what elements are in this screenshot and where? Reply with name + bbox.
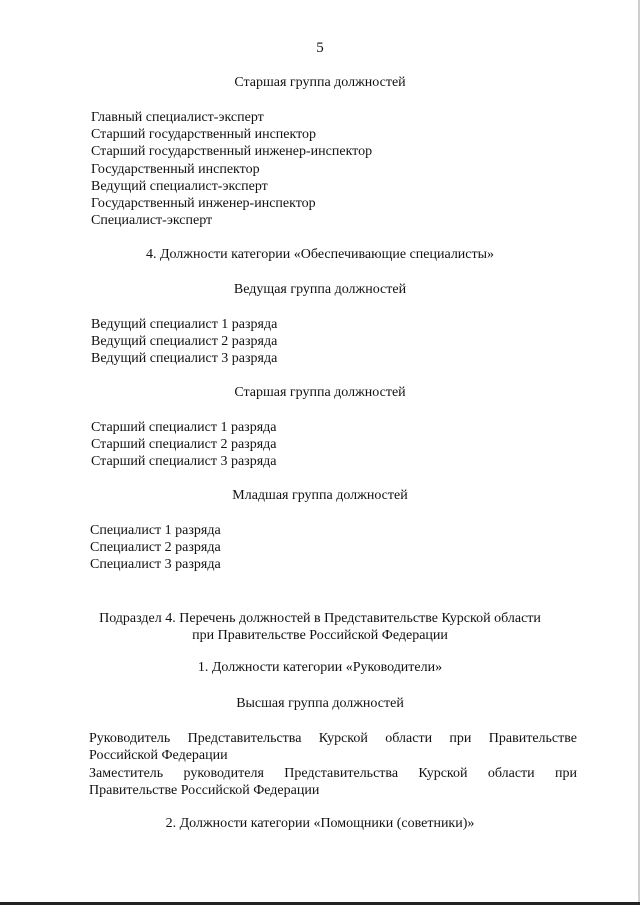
- senior-group-list: [91, 109, 372, 229]
- list-item: Старший специалист 1 разряда: [91, 420, 277, 435]
- senior-group-2-heading: Старшая группа должностей: [234, 385, 406, 400]
- list-item: Главный специалист-эксперт: [91, 110, 264, 125]
- highest-group-heading: Высшая группа должностей: [236, 696, 404, 711]
- list-item: Ведущий специалист-эксперт: [91, 178, 268, 194]
- subsection-title: [0, 610, 640, 644]
- list-item: Старший специалист 2 разряда: [91, 437, 277, 453]
- list-item: Старший государственный инженер-инспектор: [91, 144, 373, 160]
- list-item: Специалист 1 разряда: [90, 523, 221, 538]
- senior-group-2-list: [91, 419, 277, 471]
- subsection-title-line-1: Подраздел 4. Перечень должностей в Представительстве Курской области: [99, 611, 541, 626]
- position-paragraph: Руководитель Представительства Курской области при Правительстве Российской Федерации: [89, 731, 577, 764]
- category-1-heading: 1. Должности категории «Руководители»: [197, 660, 443, 675]
- category-2-heading: 2. Должности категории «Помощники (советники)»: [165, 816, 475, 831]
- list-item: Специалист 2 разряда: [90, 540, 221, 556]
- list-item: Ведущий специалист 2 разряда: [91, 334, 278, 350]
- list-item: Старший государственный инспектор: [91, 127, 317, 143]
- page-number: 5: [316, 40, 324, 56]
- list-item: Специалист-эксперт: [91, 213, 213, 229]
- position-paragraph: Заместитель руководителя Представительства Курской области при Правительстве Российской Федерации: [89, 766, 577, 799]
- junior-group-heading: Младшая группа должностей: [232, 488, 408, 503]
- list-item: Государственный инспектор: [91, 161, 260, 177]
- list-item: Ведущий специалист 3 разряда: [91, 351, 278, 367]
- junior-group-list: [90, 522, 221, 574]
- leading-group-list: [91, 316, 277, 368]
- list-item: Ведущий специалист 1 разряда: [91, 317, 278, 332]
- list-item: Старший специалист 3 разряда: [91, 454, 277, 470]
- category-4-heading: 4. Должности категории «Обеспечивающие специалисты»: [145, 247, 495, 262]
- list-item: Специалист 3 разряда: [90, 557, 221, 573]
- senior-group-heading: Старшая группа должностей: [234, 75, 406, 90]
- leading-group-heading: Ведущая группа должностей: [233, 282, 407, 297]
- subsection-title-line-2: при Правительстве Российской Федерации: [192, 628, 448, 643]
- list-item: Государственный инженер-инспектор: [91, 196, 316, 212]
